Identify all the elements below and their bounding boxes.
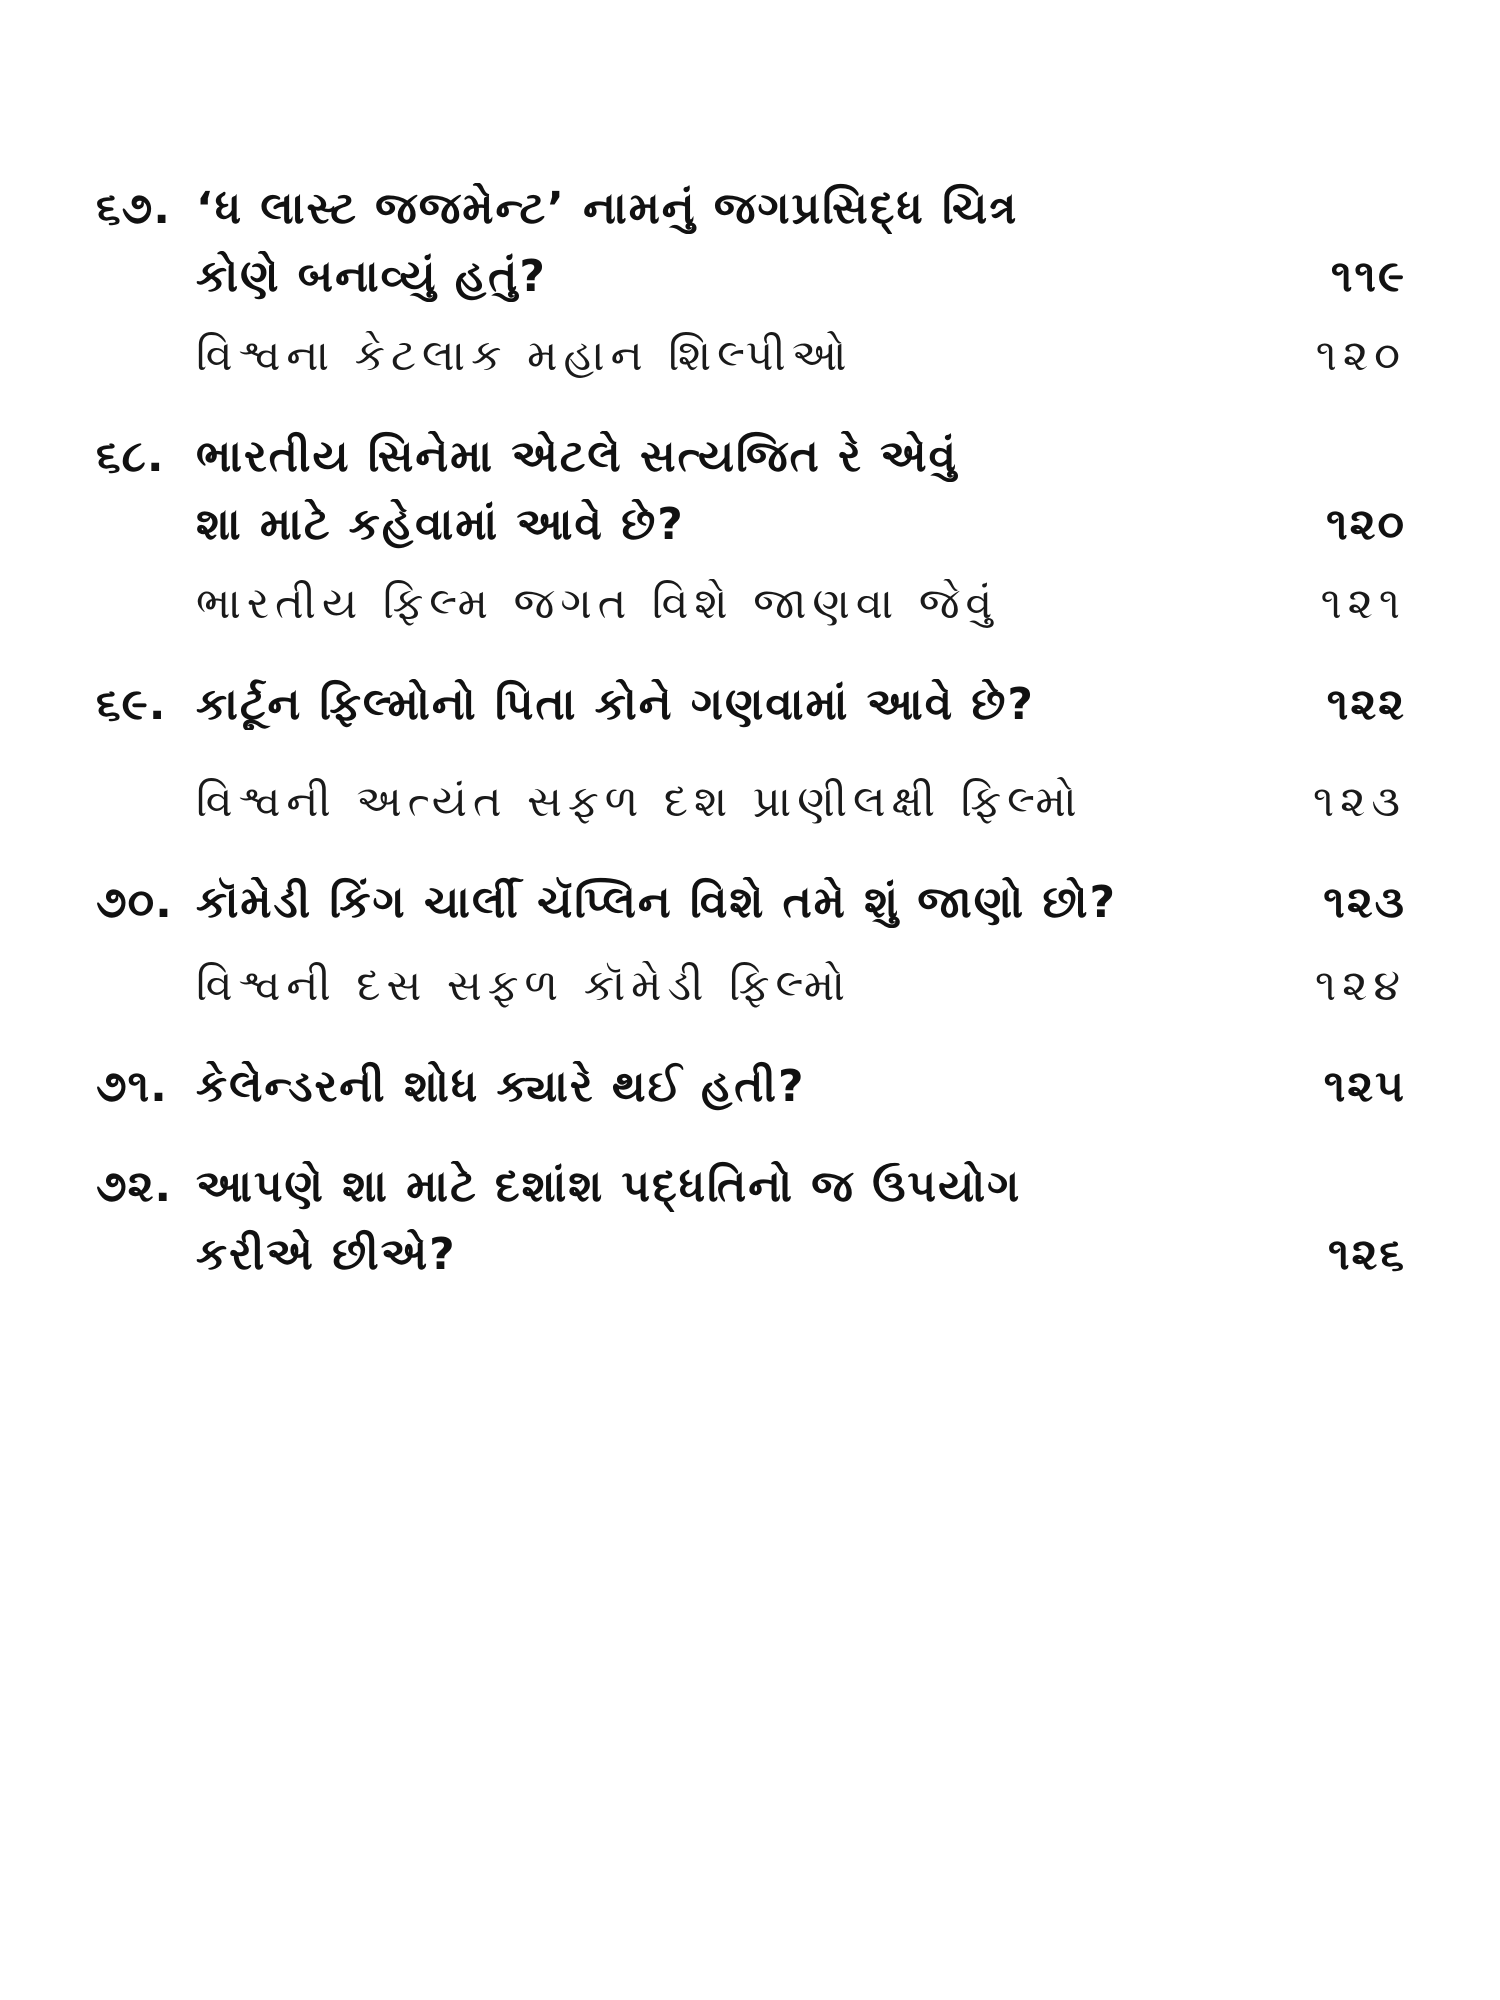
question-number: ૬૮. [96,430,165,482]
question-text-line-1: ‘ધ લાસ્ટ જજમેન્ટ’ નામનું જગપ્રસિદ્ધ ચિત્ર [196,182,1019,234]
toc-question-67 [96,176,1406,240]
question-text-line-1: આપણે શા માટે દશાંશ પદ્ધતિનો જ ઉપયોગ [196,1160,1022,1212]
subtopic-text: વિશ્વની અત્યંત સફળ દશ પ્રાણીલક્ષી ફિલ્મો [196,777,1083,827]
page-number: ૧૧૯ [1330,250,1406,302]
question-number: ૭૨. [96,1160,173,1212]
toc-question-72 [96,1154,1406,1218]
toc-question-68 [96,424,1406,488]
question-text-line-1: કેલેન્ડરની શોધ ક્યારે થઈ હતી? [196,1060,806,1112]
page-number: ૧૨૦ [1326,498,1406,550]
toc-subtopic-67 [96,324,1406,388]
subtopic-text: વિશ્વના કેટલાક મહાન શિલ્પીઓ [196,331,853,381]
question-number: ૭૧. [96,1060,168,1112]
question-text-line-2: કરીએ છીએ? [196,1228,457,1280]
toc-subtopic-70 [96,954,1406,1018]
question-text-line-1: કૉમેડી કિંગ ચાર્લી ચૅપ્લિન વિશે તમે શું જાણો છો? [196,876,1117,928]
question-text-line-2: કોણે બનાવ્યું હતું? [196,250,547,302]
toc-subtopic-69 [96,770,1406,834]
page-number: ૧૨૫ [1323,1060,1406,1112]
toc-question-68-continued [96,492,1406,556]
subtopic-text: વિશ્વની દસ સફળ કૉમેડી ફિલ્મો [196,961,851,1011]
question-text-line-1: કાર્ટૂન ફિલ્મોનો પિતા કોને ગણવામાં આવે છે? [196,678,1035,730]
question-number: ૭૦. [96,876,173,928]
page-number: ૧૨૦ [1315,331,1406,381]
question-text-line-1: ભારતીય સિનેમા એટલે સત્યજિત રે એવું [196,430,958,482]
page-number: ૧૨૨ [1326,678,1406,730]
toc-subtopic-68 [96,572,1406,636]
toc-question-70 [96,870,1406,934]
toc-question-67-continued [96,244,1406,308]
question-number: ૬૭. [96,182,171,234]
question-text-line-2: શા માટે કહેવામાં આવે છે? [196,498,685,550]
question-number: ૬૯. [96,678,167,730]
page-number: ૧૨૩ [1313,777,1406,827]
toc-question-71 [96,1054,1406,1118]
page-number: ૧૨૧ [1320,579,1406,629]
subtopic-text: ભારતીય ફિલ્મ જગત વિશે જાણવા જેવું [196,579,999,629]
page-number: ૧૨૬ [1327,1228,1406,1280]
toc-question-72-continued [96,1222,1406,1286]
page-number: ૧૨૩ [1323,876,1406,928]
toc-question-69 [96,672,1406,736]
page-number: ૧૨૪ [1315,961,1406,1011]
